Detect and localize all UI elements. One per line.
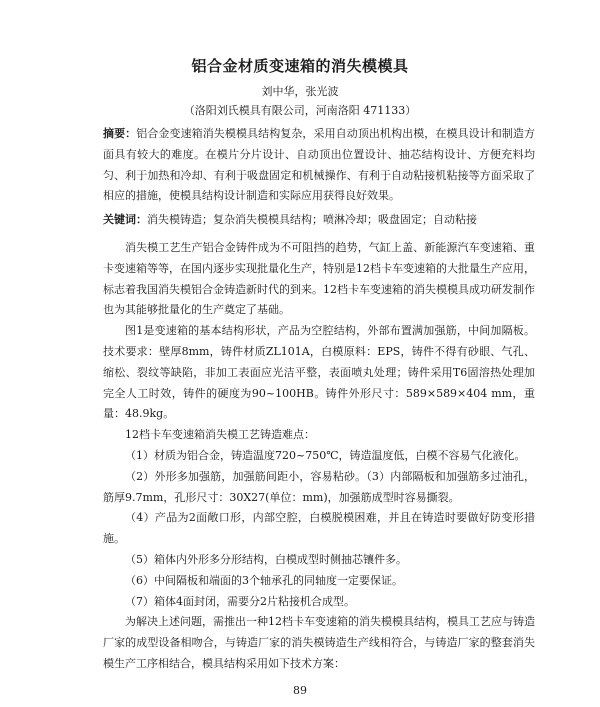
paragraph: （6）中间隔板和端面的3个轴承孔的同轴度一定要保证。 — [125, 573, 403, 587]
abstract-text: 铝合金变速箱消失模模具结构复杂，采用自动顶出机构出模，在模具设计和制造方面具有较大的难度。在模片分片设计、自动顶出位置设计、抽芯结构设计、方便充料均匀、利于加热和冷却、有利于吸盘固定和机械操作、有利于自动粘接机粘接等方面采取了相应的措施，使模具结构设计制造和实际应用获得良好效果。 — [103, 127, 536, 203]
paragraph: 12档卡车变速箱消失模工艺铸造难点： — [125, 428, 315, 442]
keywords-label: 关键词： — [103, 213, 147, 226]
paragraph: （4）产品为2面敞口形，内部空腔，白模脱模困难，并且在铸造时要做好防变形措施。 — [103, 511, 535, 546]
paragraph: 消失模工艺生产铝合金铸件成为不可阻挡的趋势，气缸上盖、新能源汽车变速箱、重卡变速箱等等，在国内逐步实现批量化生产，特别是12档卡车变速箱的大批量生产应用，标志着我国消失模铝合金铸造新时代的到来。12档卡车变速箱的消失模模具成功研发制作也为其能够批量化的生产奠定了基础。 — [103, 241, 535, 317]
abstract — [103, 124, 535, 207]
paragraph: 图1是变速箱的基本结构形状，产品为空腔结构，外部布置满加强筋，中间加隔板。技术要求：壁厚8mm，铸件材质ZL101A，白模原料：EPS，铸件不得有砂眼、气孔、缩松、裂纹等缺陷，非加工表面应光洁平整，表面喷丸处理；铸件采用T6固溶热处理加完全人工时效，铸件的硬度为90~100HB。铸件外形尺寸：589×589×404 mm，重量：48.9kg。 — [103, 324, 535, 421]
paragraph: （7）箱体4面封闭，需要分2片粘接机合成型。 — [125, 594, 355, 608]
affiliation: （洛阳刘氏模具有限公司，河南洛阳 471133） — [183, 104, 417, 117]
paragraph: 为解决上述问题，需推出一种12档卡车变速箱的消失模模具结构，模具工艺应与铸造厂家的成型设备相吻合，与铸造厂家的消失模铸造生产线相符合，与铸造厂家的整套消失模生产工序相结合，模具结构采用如下技术方案： — [103, 615, 535, 670]
keywords-text: 消失模铸造；复杂消失模模具结构；喷淋冷却；吸盘固定；自动粘接 — [147, 213, 477, 226]
paragraph: （2）外形多加强筋，加强筋间距小，容易粘砂。（3）内部隔板和加强筋多过油孔，筋厚9.7mm，孔形尺寸：30X27(单位：mm)，加强筋成型时容易撕裂。 — [103, 469, 535, 504]
paragraph: （5）箱体内外形多分形结构，白模成型时侧抽芯镶件多。 — [125, 552, 407, 566]
abstract-label: 摘要： — [103, 127, 137, 140]
paper-title: 铝合金材质变速箱的消失模模具 — [191, 57, 409, 75]
keywords — [103, 210, 535, 231]
paragraph: （1）材质为铝合金，铸造温度720~750℃，铸造温度低，白模不容易气化液化。 — [125, 448, 526, 462]
authors: 刘中华，张光波 — [261, 85, 339, 98]
body-text — [103, 238, 535, 675]
page-number: 89 — [293, 684, 307, 697]
